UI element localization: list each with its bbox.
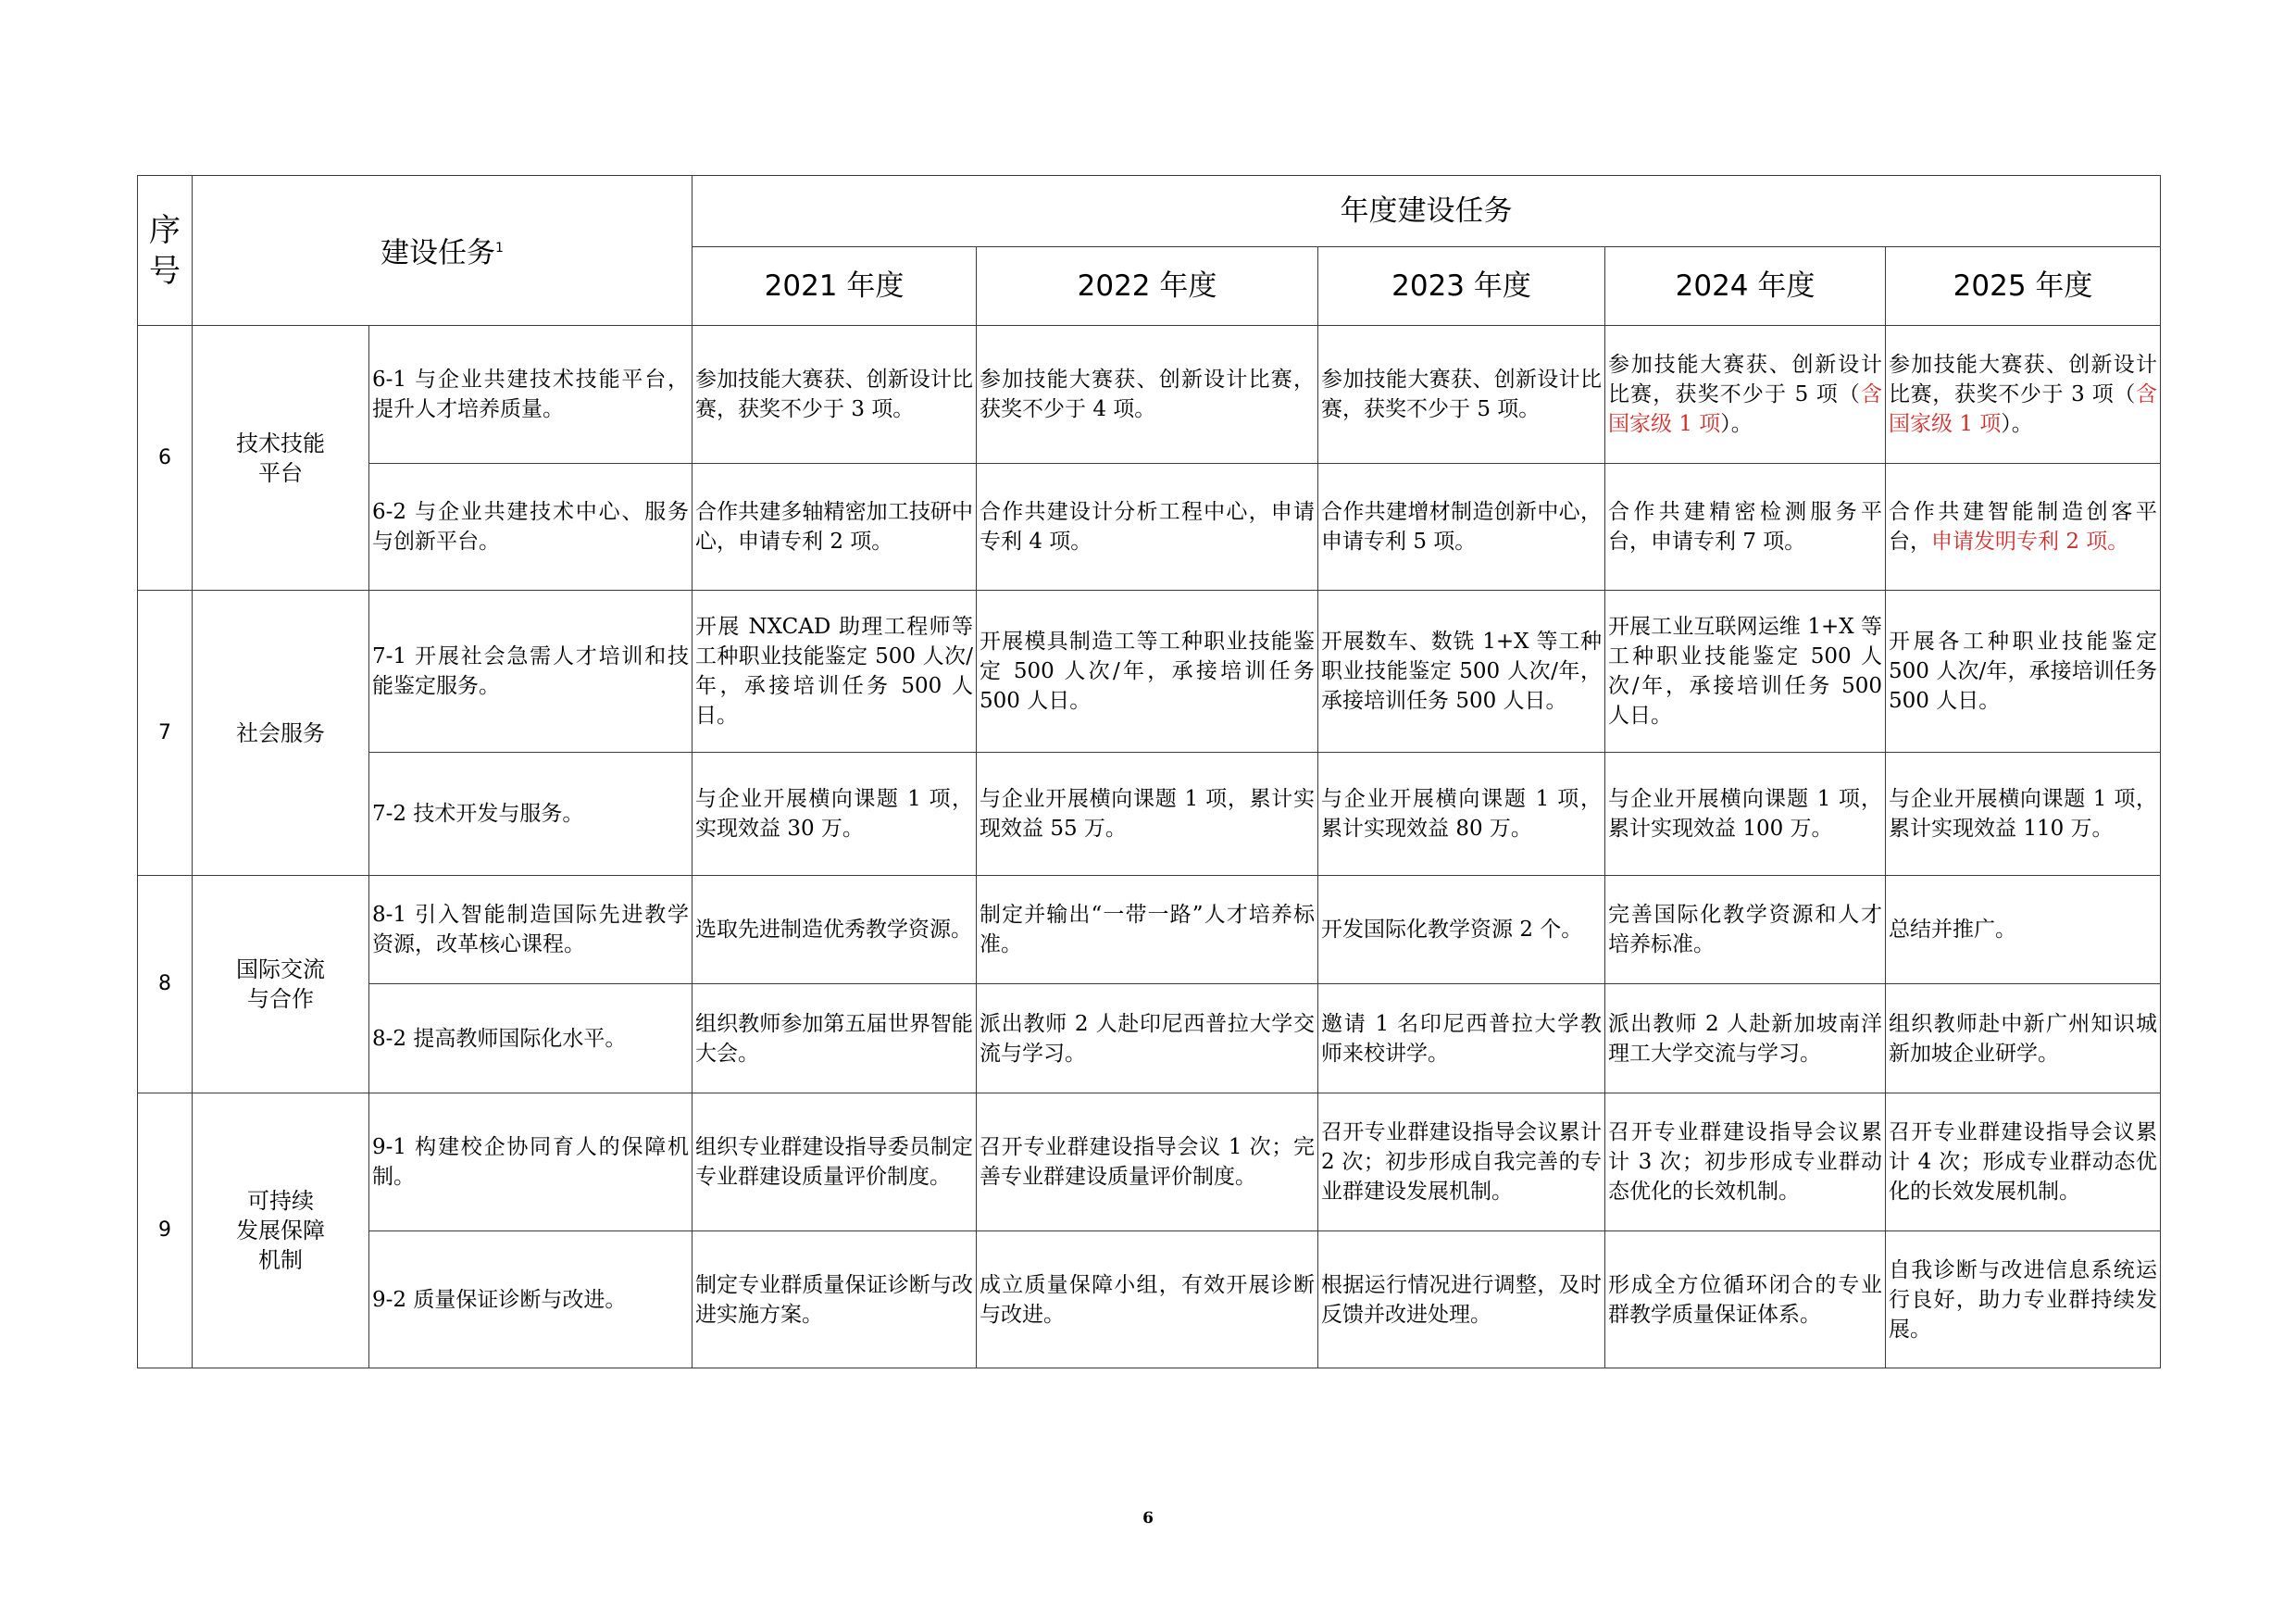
- category-cell: 可持续 发展保障 机制: [193, 1093, 369, 1368]
- table-row: [138, 753, 2161, 876]
- year-cell-2023: 开展数车、数铣 1+X 等工种职业技能鉴定 500 人次/年，承接培训任务 500 人日。: [1318, 591, 1605, 753]
- year-cell-2024: 派出教师 2 人赴新加坡南洋理工大学交流与学习。: [1605, 984, 1886, 1093]
- year-cell-2022: 制定并输出“一带一路”人才培养标准。: [977, 876, 1318, 984]
- year-cell-2025: 召开专业群建设指导会议累计 4 次；形成专业群动态优化的长效发展机制。: [1886, 1093, 2161, 1231]
- year-cell-2021: 合作共建多轴精密加工技研中心，申请专利 2 项。: [693, 464, 977, 591]
- year-cell-2021: 组织专业群建设指导委员制定专业群建设质量评价制度。: [693, 1093, 977, 1231]
- year-cell-2025: 开展各工种职业技能鉴定 500 人次/年，承接培训任务 500 人日。: [1886, 591, 2161, 753]
- subtask-cell: 7-2 技术开发与服务。: [369, 753, 693, 876]
- cell-text: 合作共建智能制造创客平台，: [1889, 500, 2158, 554]
- year-cell-2021: 开展 NXCAD 助理工程师等工种职业技能鉴定 500 人次/年，承接培训任务 500 人日。: [693, 591, 977, 753]
- seq-cell: 9: [138, 1093, 193, 1368]
- seq-cell: 8: [138, 876, 193, 1093]
- year-cell-2023: 合作共建增材制造创新中心，申请专利 5 项。: [1318, 464, 1605, 591]
- highlight-text: 含国家级 1 项: [1608, 382, 1883, 436]
- subtask-cell: 6-1 与企业共建技术技能平台，提升人才培养质量。: [369, 326, 693, 464]
- year-header-2025: 2025 年度: [1886, 247, 2161, 326]
- table-row: [138, 1231, 2161, 1368]
- subtask-cell: 8-2 提高教师国际化水平。: [369, 984, 693, 1093]
- year-cell-2024: [1605, 326, 1886, 464]
- year-cell-2024: 形成全方位循环闭合的专业群教学质量保证体系。: [1605, 1231, 1886, 1368]
- highlight-text: 含国家级 1 项: [1889, 382, 2158, 436]
- seq-cell: 7: [138, 591, 193, 876]
- year-cell-2021: 选取先进制造优秀教学资源。: [693, 876, 977, 984]
- year-cell-2025: 自我诊断与改进信息系统运行良好，助力专业群持续发展。: [1886, 1231, 2161, 1368]
- cell-text: ）。: [2001, 412, 2033, 436]
- year-cell-2024: 开展工业互联网运维 1+X 等工种职业技能鉴定 500 人次/年，承接培训任务 500 人日。: [1605, 591, 1886, 753]
- year-cell-2022: 开展模具制造工等工种职业技能鉴定 500 人次/年，承接培训任务 500 人日。: [977, 591, 1318, 753]
- year-cell-2022: 参加技能大赛获、创新设计比赛，获奖不少于 4 项。: [977, 326, 1318, 464]
- year-cell-2024: 召开专业群建设指导会议累计 3 次；初步形成专业群动态优化的长效机制。: [1605, 1093, 1886, 1231]
- subtask-cell: 6-2 与企业共建技术中心、服务与创新平台。: [369, 464, 693, 591]
- table-row: [138, 876, 2161, 984]
- subtask-cell: 9-2 质量保证诊断与改进。: [369, 1231, 693, 1368]
- year-cell-2024: 与企业开展横向课题 1 项，累计实现效益 100 万。: [1605, 753, 1886, 876]
- annual-task-table: [137, 175, 2161, 1368]
- year-cell-2025: [1886, 326, 2161, 464]
- year-cell-2021: 与企业开展横向课题 1 项，实现效益 30 万。: [693, 753, 977, 876]
- seq-cell: 6: [138, 326, 193, 591]
- page-number: 6: [1142, 1509, 1154, 1528]
- table-row: [138, 984, 2161, 1093]
- seq-header: 序 号: [138, 176, 193, 326]
- year-cell-2022: 派出教师 2 人赴印尼西普拉大学交流与学习。: [977, 984, 1318, 1093]
- year-cell-2023: 开发国际化教学资源 2 个。: [1318, 876, 1605, 984]
- cell-text: 参加技能大赛获、创新设计比赛，获奖不少于 3 项（: [1889, 353, 2158, 406]
- table-row: [138, 464, 2161, 591]
- year-header-2021: 2021 年度: [693, 247, 977, 326]
- table-row: [138, 1093, 2161, 1231]
- year-cell-2023: 参加技能大赛获、创新设计比赛，获奖不少于 5 项。: [1318, 326, 1605, 464]
- year-cell-2022: 与企业开展横向课题 1 项，累计实现效益 55 万。: [977, 753, 1318, 876]
- year-cell-2022: 召开专业群建设指导会议 1 次；完善专业群建设质量评价制度。: [977, 1093, 1318, 1231]
- year-cell-2023: 召开专业群建设指导会议累计 2 次；初步形成自我完善的专业群建设发展机制。: [1318, 1093, 1605, 1231]
- year-cell-2024: 合作共建精密检测服务平台，申请专利 7 项。: [1605, 464, 1886, 591]
- header-row-1: [138, 176, 2161, 247]
- year-cell-2025: [1886, 464, 2161, 591]
- category-cell: 社会服务: [193, 591, 369, 876]
- year-cell-2021: 组织教师参加第五届世界智能大会。: [693, 984, 977, 1093]
- subtask-cell: 7-1 开展社会急需人才培训和技能鉴定服务。: [369, 591, 693, 753]
- cell-text: 参加技能大赛获、创新设计比赛，获奖不少于 5 项（: [1608, 353, 1883, 406]
- task-header-label: 建设任务: [381, 236, 496, 270]
- year-cell-2024: 完善国际化教学资源和人才培养标准。: [1605, 876, 1886, 984]
- year-header-2022: 2022 年度: [977, 247, 1318, 326]
- year-cell-2022: 合作共建设计分析工程中心，申请专利 4 项。: [977, 464, 1318, 591]
- year-header-2023: 2023 年度: [1318, 247, 1605, 326]
- subtask-cell: 8-1 引入智能制造国际先进教学资源，改革核心课程。: [369, 876, 693, 984]
- year-cell-2023: 根据运行情况进行调整，及时反馈并改进处理。: [1318, 1231, 1605, 1368]
- category-cell: 技术技能 平台: [193, 326, 369, 591]
- annual-header: 年度建设任务: [693, 176, 2161, 247]
- year-cell-2021: 参加技能大赛获、创新设计比赛，获奖不少于 3 项。: [693, 326, 977, 464]
- table-row: [138, 326, 2161, 464]
- year-header-2024: 2024 年度: [1605, 247, 1886, 326]
- task-header-footnote: 1: [495, 240, 504, 256]
- task-header: [193, 176, 693, 326]
- year-cell-2021: 制定专业群质量保证诊断与改进实施方案。: [693, 1231, 977, 1368]
- subtask-cell: 9-1 构建校企协同育人的保障机制。: [369, 1093, 693, 1231]
- year-cell-2022: 成立质量保障小组，有效开展诊断与改进。: [977, 1231, 1318, 1368]
- cell-text: ）。: [1720, 412, 1753, 436]
- year-cell-2023: 邀请 1 名印尼西普拉大学教师来校讲学。: [1318, 984, 1605, 1093]
- category-cell: 国际交流 与合作: [193, 876, 369, 1093]
- table-row: [138, 591, 2161, 753]
- year-cell-2025: 与企业开展横向课题 1 项，累计实现效益 110 万。: [1886, 753, 2161, 876]
- year-cell-2025: 总结并推广。: [1886, 876, 2161, 984]
- year-cell-2025: 组织教师赴中新广州知识城新加坡企业研学。: [1886, 984, 2161, 1093]
- highlight-text: 申请发明专利 2 项。: [1931, 530, 2129, 554]
- year-cell-2023: 与企业开展横向课题 1 项，累计实现效益 80 万。: [1318, 753, 1605, 876]
